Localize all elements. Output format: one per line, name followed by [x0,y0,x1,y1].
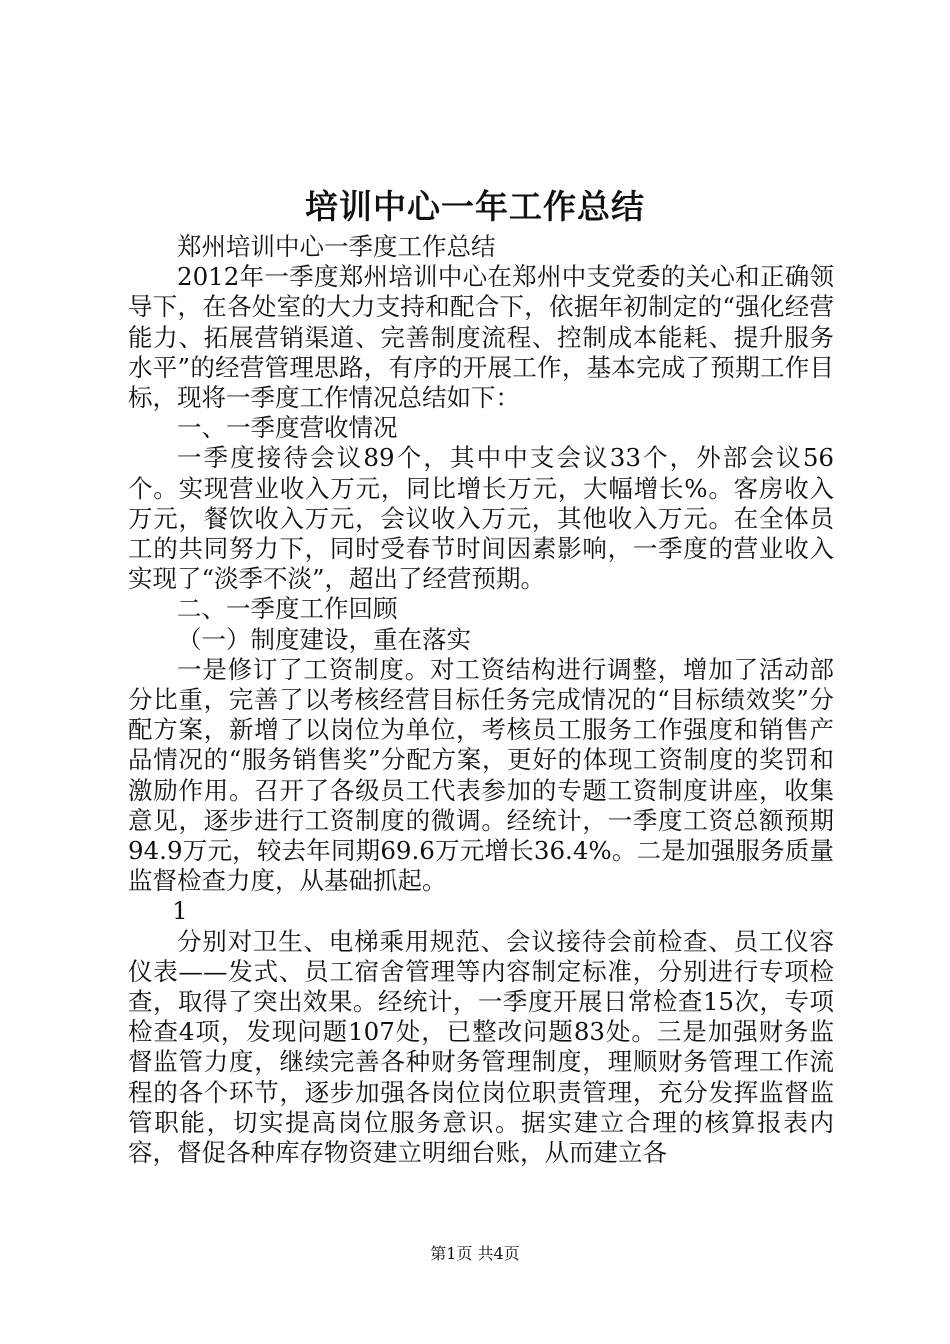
inspection-paragraph: 分别对卫生、电梯乘用规范、会议接待会前检查、员工仪容仪表——发式、员工宿舍管理等内容制定标准，分别进行专项检查，取得了突出效果。经统计，一季度开展日常检查15次，专项检查4项，发现问题107处，已整改问题83处。三是加强财务监督监管力度，继续完善各种财务管理制度，理顺财务管理工作流程的各个环节，逐步加强各岗位岗位职责管理，充分发挥监督监管职能，切实提高岗位服务意识。据实建立合理的核算报表内容，督促各种库存物资建立明细台账，从而建立各 [128,926,834,1168]
section-heading-review: 二、一季度工作回顾 [177,594,398,624]
section-heading-revenue: 一、一季度营收情况 [177,413,398,443]
revenue-paragraph: 一季度接待会议89个，其中中支会议33个，外部会议56个。实现营业收入万元，同比增长万元，大幅增长%。客房收入万元，餐饮收入万元，会议收入万元，其他收入万元。在全体员工的共同努力下，同时受春节时间因素影响，一季度的营业收入实现了“淡季不淡”，超出了经营预期。 [128,443,834,594]
document-body [128,232,834,1168]
subsection-heading-system: （一）制度建设，重在落实 [177,624,471,654]
subtitle-paragraph: 郑州培训中心一季度工作总结 [177,232,496,261]
intro-paragraph: 2012年一季度郑州培训中心在郑州中支党委的关心和正确领导下，在各处室的大力支持和配合下，依据年初制定的“强化经营能力、拓展营销渠道、完善制度流程、控制成本能耗、提升服务水平”的经营管理思路，有序的开展工作，基本完成了预期工作目标，现将一季度工作情况总结如下： [128,262,834,413]
system-paragraph: 一是修订了工资制度。对工资结构进行调整，增加了活动部分比重，完善了以考核经营目标任务完成情况的“目标绩效奖”分配方案，新增了以岗位为单位，考核员工服务工作强度和销售产品情况的“服务销售奖”分配方案，更好的体现工资制度的奖罚和激励作用。召开了各级员工代表参加的专题工资制度讲座，收集意见，逐步进行工资制度的微调。经统计，一季度工资总额预期94.9万元，较去年同期69.6万元增长36.4%。二是加强服务质量监督检查力度，从基础抓起。 [128,654,834,896]
page-footer: 第1页 共4页 [430,1244,520,1263]
inline-page-number: 1 [172,896,188,926]
document-title: 培训中心一年工作总结 [305,187,645,226]
